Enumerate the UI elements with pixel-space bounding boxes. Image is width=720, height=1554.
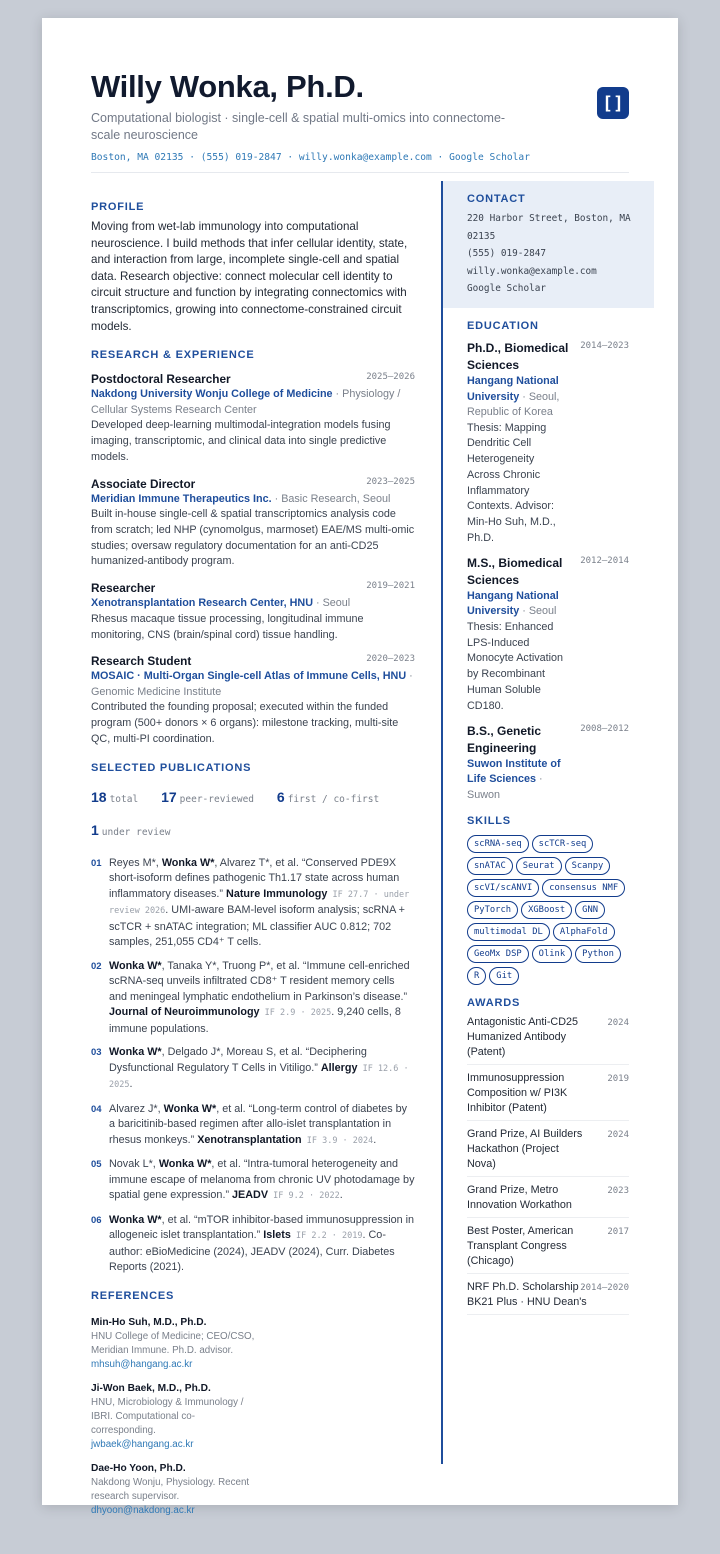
reference-email-link[interactable]: jwbaek@hangang.ac.kr — [91, 1438, 194, 1450]
publication-title: , et al. “Long-term control of diabetes by a baricitinib-based regimen after allo-islet transplantation in rhesus monkeys.” — [109, 1102, 408, 1146]
school-location: · Seoul — [519, 605, 557, 618]
publication-impact: IF 3.9 · 2024 — [301, 1135, 374, 1146]
publication-item — [91, 1045, 415, 1094]
award-year: 2017 — [607, 1227, 629, 1238]
job-description: Rhesus macaque tissue processing, longitudinal immune monitoring, CNS (brain/spinal cord) tissue handling. — [91, 612, 364, 641]
publication-note: . UMI-aware BAM-level isoform analysis; scRNA + scTCR + snATAC integration; ML classifier AUC 0.812; 702 samples, 251,055 CD4⁺ T cells. — [109, 904, 405, 949]
award-item — [467, 1274, 629, 1315]
profile-heading: PROFILE — [91, 201, 145, 213]
education-item — [467, 555, 629, 715]
publication-journal: Allergy — [320, 1061, 358, 1074]
award-title: Immunosuppression Composition w/ PI3K Inhibitor (Patent) — [467, 1072, 568, 1115]
experience-item — [91, 653, 415, 747]
job-organization — [91, 492, 415, 508]
job-description: Built in-house single-cell & spatial transcriptomics analysis code from scratch; led NHP (cynomolgus, marmoset) EAE/MS multi-omic studies; oversaw regulatory documentation for an anti-CD25 humanized-antibody program. — [91, 508, 415, 568]
school-location: · Suwon — [467, 773, 543, 801]
skill-chip: scVI/scANVI — [467, 879, 539, 897]
publication-note: . Co-author: eBioMedicine (2024), JEADV (2024), Curr. Diabetes Reports (2021). — [109, 1229, 395, 1274]
school — [467, 757, 569, 804]
reference-email-link[interactable]: dhyoon@nakdong.ac.kr — [91, 1504, 195, 1516]
profile-text: Moving from wet-lab immunology into computational neuroscience. I build methods that infer cellular identity, state, and interaction from large, incomplete single-cell and spatial data. Research objective: connect molecular cell identity to circuit structure and function by integrating connectomics with transcriptomics, growing into connectome-constrained circuit models. — [91, 220, 408, 333]
resume-page — [42, 18, 678, 1516]
organization-name: Nakdong University Wonju College of Medicine — [91, 388, 333, 401]
degree-thesis: Thesis: Mapping Dendritic Cell Heterogeneity Across Chronic Inflammatory Contexts. Advisor: Min-Ho Suh, M.D., Ph.D. — [467, 421, 556, 545]
school-name: Hangang National University — [467, 589, 559, 618]
stat-total: 18 total — [91, 788, 139, 805]
publication-self-author: Wonka W* — [109, 1213, 162, 1226]
headline: Computational biologist · single-cell & spatial multi-omics into connectome-scale neuroscience — [91, 111, 506, 142]
skill-chip: scTCR-seq — [532, 835, 594, 853]
publication-item — [91, 1102, 415, 1150]
award-title: Grand Prize, Metro Innovation Workathon — [467, 1184, 572, 1212]
publication-number: 02 — [91, 960, 102, 972]
reference-item — [91, 1316, 257, 1372]
job-title: Researcher — [91, 581, 156, 596]
degree-years: 2014–2023 — [580, 341, 629, 351]
job-years: 2025–2026 — [366, 372, 415, 383]
skill-chip: R — [467, 967, 486, 985]
stat-first-author: 6 first / co-first — [276, 788, 380, 805]
organization-detail: · Basic Research, Seoul — [271, 492, 391, 505]
experience-heading: RESEARCH & EXPERIENCE — [91, 349, 255, 362]
school-name: Hangang National University — [467, 375, 559, 403]
skill-chip: Olink — [532, 945, 572, 963]
education-item — [467, 723, 629, 804]
education-list — [467, 340, 629, 803]
publication-title: , et al. “mTOR inhibitor-based immunosuppression in allogeneic islet transplantation.” — [109, 1213, 415, 1242]
skill-chip: PyTorch — [467, 901, 518, 919]
publication-note: . — [339, 1189, 343, 1202]
publication-journal: JEADV — [232, 1189, 269, 1202]
skill-chip: GeoMx DSP — [467, 945, 529, 963]
skill-chip: Git — [489, 967, 519, 985]
publication-item — [91, 1157, 415, 1205]
publication-journal: Islets — [263, 1229, 291, 1242]
column-divider — [441, 181, 443, 1464]
publication-stats — [91, 782, 415, 848]
references-heading: REFERENCES — [91, 1289, 175, 1302]
contact-email[interactable]: willy.wonka@example.com — [467, 265, 597, 277]
contact-address: 220 Harbor Street, Boston, MA 02135 — [467, 213, 631, 242]
school — [467, 374, 569, 421]
publication-authors-pre: Reyes M*, — [109, 856, 162, 869]
publication-title: , Delgado J*, Moreau S, et al. “Deciphering Dysfunctional Regulatory T Cells in Vitiligo.” — [109, 1046, 367, 1074]
award-item — [467, 1177, 629, 1218]
experience-item — [91, 371, 415, 465]
award-year: 2024 — [607, 1130, 629, 1141]
publication-number: 06 — [91, 1214, 102, 1226]
publication-note: . — [129, 1078, 133, 1091]
main-column — [91, 184, 415, 1518]
reference-name: Dae-Ho Yoon, Ph.D. — [91, 1462, 186, 1474]
award-title: Best Poster, American Transplant Congress (Chicago) — [467, 1225, 574, 1268]
organization-name: Meridian Immune Therapeutics Inc. — [91, 492, 272, 505]
job-years: 2020–2023 — [366, 654, 415, 665]
publication-self-author: Wonka W* — [109, 1046, 162, 1059]
publication-number: 01 — [91, 857, 102, 869]
publication-impact: IF 2.9 · 2025 — [259, 1008, 332, 1019]
publication-number: 04 — [91, 1103, 102, 1115]
publication-title: , et al. “Intra-tumoral heterogeneity and immune escape of melanoma from chronic UV photodamage by spatial gene expression.” — [109, 1158, 415, 1202]
job-title: Postdoctoral Researcher — [91, 372, 231, 387]
experience-list — [91, 371, 415, 748]
publication-journal: Xenotransplantation — [197, 1133, 302, 1146]
publication-impact: IF 9.2 · 2022 — [268, 1191, 340, 1202]
award-title: NRF Ph.D. Scholarship · BK21 Plus · HNU Dean's — [467, 1281, 587, 1309]
reference-name: Min-Ho Suh, M.D., Ph.D. — [91, 1316, 207, 1328]
award-list — [467, 1009, 629, 1315]
publication-self-author: Wonka W* — [161, 856, 215, 869]
publication-item — [91, 1213, 415, 1276]
degree-title: M.S., Biomedical Sciences — [467, 555, 563, 587]
contact-scholar-link[interactable]: Google Scholar — [467, 283, 547, 294]
job-organization — [91, 387, 415, 418]
job-description: Contributed the founding proposal; executed within the funded program (500+ donors × 6 organs): milestone tracking, multi-site QC, multi-PI coordination. — [91, 701, 399, 745]
skill-chip: Python — [575, 945, 621, 963]
publication-journal: Journal of Neuroimmunology — [109, 1006, 260, 1019]
contact-line: Boston, MA 02135 · (555) 019-2847 · willy.wonka@example.com · Google Scholar — [91, 152, 530, 163]
organization-detail: · Seoul — [313, 597, 351, 610]
experience-item — [91, 580, 415, 643]
award-year: 2019 — [607, 1074, 629, 1085]
contact-phone: (555) 019-2847 — [467, 248, 547, 259]
award-item — [467, 1218, 629, 1274]
skill-chip: GNN — [575, 901, 605, 919]
organization-name: MOSAIC · Multi-Organ Single-cell Atlas of Immune Cells, HNU — [91, 670, 407, 683]
award-title: Grand Prize, AI Builders Hackathon (Project Nova) — [467, 1128, 583, 1171]
publication-note: . 9,240 cells, 8 immune populations. — [109, 1006, 401, 1035]
publication-authors-pre: Alvarez J*, — [109, 1102, 164, 1115]
publication-journal: Nature Immunology — [226, 887, 328, 900]
reference-name: Ji-Won Baek, M.D., Ph.D. — [91, 1382, 211, 1394]
stat-peer-reviewed: 17 peer-reviewed — [161, 788, 255, 805]
publication-title: , Alvarez T*, et al. “Conserved PDE9X short-isoform defines pathogenic Th1.17 state across human inflammatory diseases.” — [109, 856, 400, 900]
publication-impact: IF 2.2 · 2019 — [290, 1231, 363, 1242]
award-item — [467, 1009, 629, 1065]
reference-description: Nakdong Wonju, Physiology. Recent research supervisor. — [91, 1476, 250, 1502]
job-organization — [91, 596, 415, 612]
skills-heading: SKILLS — [467, 815, 511, 828]
degree-title: Ph.D., Biomedical Sciences — [467, 341, 569, 372]
publication-note: . — [373, 1133, 377, 1146]
skill-chip: scRNA-seq — [467, 835, 529, 853]
skill-chip: XGBoost — [521, 901, 572, 919]
stat-under-review: 1 under review — [91, 821, 171, 838]
skill-chip: multimodal DL — [467, 923, 550, 941]
contact-heading: CONTACT — [467, 193, 526, 205]
award-item — [467, 1121, 629, 1177]
person-name: Willy Wonka, Ph.D. — [91, 69, 364, 104]
degree-years: 2008–2012 — [580, 723, 629, 734]
degree-thesis: Thesis: Enhanced LPS-Induced Monocyte Activation by Recombinant Human Soluble CD180. — [467, 620, 564, 712]
job-description: Developed deep-learning multimodal-integration models fusing imaging, transcriptomic, and clinical data into single predictive models. — [91, 419, 391, 463]
education-heading: EDUCATION — [467, 320, 539, 332]
publication-number: 05 — [91, 1159, 102, 1171]
skill-chip: Seurat — [516, 857, 562, 875]
education-item — [467, 340, 629, 547]
awards-heading: AWARDS — [467, 997, 521, 1010]
skill-list — [467, 835, 629, 985]
school — [467, 589, 569, 620]
award-year: 2024 — [607, 1018, 629, 1029]
job-title: Research Student — [91, 654, 192, 669]
publication-self-author: Wonka W* — [163, 1102, 217, 1115]
reference-item — [91, 1382, 257, 1452]
award-year: 2023 — [607, 1186, 629, 1197]
school-location: · Seoul, Republic of Korea — [467, 390, 560, 418]
reference-description: HNU College of Medicine; CEO/CSO, Meridian Immune. Ph.D. advisor. — [91, 1330, 255, 1356]
publication-impact: IF 27.7 · under review 2026 — [109, 889, 410, 917]
contact-section — [467, 193, 647, 298]
publication-self-author: Wonka W* — [158, 1158, 212, 1171]
publication-list — [91, 856, 415, 1276]
job-title: Associate Director — [91, 476, 196, 491]
header-divider — [91, 172, 629, 173]
job-years: 2023–2025 — [366, 476, 415, 487]
publication-item — [91, 856, 415, 951]
skill-chip: consensus NMF — [542, 879, 625, 897]
award-title: Antagonistic Anti-CD25 Humanized Antibody (Patent) — [467, 1016, 579, 1059]
job-years: 2019–2021 — [366, 581, 415, 592]
reference-description: HNU, Microbiology & Immunology / IBRI. Computational co-corresponding. — [91, 1396, 244, 1436]
reference-list — [91, 1306, 415, 1518]
job-organization — [91, 669, 415, 700]
side-column — [467, 320, 629, 1315]
skill-chip: AlphaFold — [553, 923, 615, 941]
experience-item — [91, 476, 415, 571]
resume-header — [91, 68, 621, 163]
publication-self-author: Wonka W* — [109, 959, 162, 972]
award-item — [467, 1065, 629, 1121]
school-name: Suwon Institute of Life Sciences — [467, 757, 561, 786]
organization-name: Xenotransplantation Research Center, HNU — [91, 597, 313, 610]
reference-item — [91, 1462, 257, 1518]
award-year: 2014–2020 — [580, 1283, 629, 1294]
degree-years: 2012–2014 — [580, 555, 629, 566]
organization-detail: · Genomic Medicine Institute — [91, 670, 413, 698]
publication-authors-pre: Novak L*, — [109, 1158, 159, 1171]
organization-detail: · Physiology / Cellular Systems Research Center — [91, 388, 401, 416]
degree-title: B.S., Genetic Engineering — [467, 723, 542, 755]
skill-chip: snATAC — [467, 857, 513, 875]
skill-chip: Scanpy — [565, 857, 611, 875]
publication-title: , Tanaka Y*, Truong P*, et al. “Immune cell-enriched scRNA-seq unveils infiltrated CD8⁺ T resident memory cells and meningeal lymphatic endothelium in Parkinson’s disease.” — [109, 959, 410, 1003]
publication-item — [91, 959, 415, 1038]
publication-impact: IF 12.6 · 2025 — [109, 1063, 409, 1091]
reference-email-link[interactable]: mhsuh@hangang.ac.kr — [91, 1358, 193, 1370]
publication-number: 03 — [91, 1047, 102, 1059]
monogram-logo: [] — [597, 87, 629, 119]
publications-heading: SELECTED PUBLICATIONS — [91, 761, 252, 774]
